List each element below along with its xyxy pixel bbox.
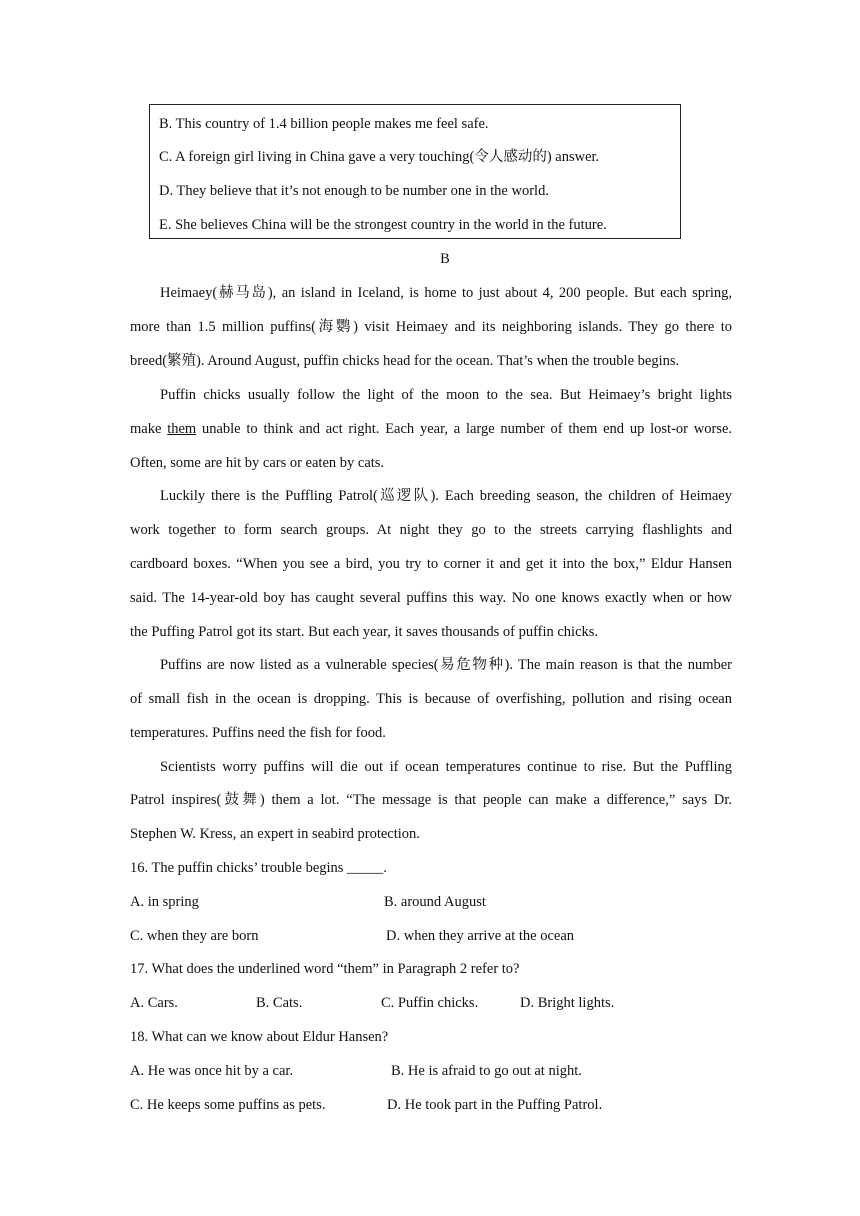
q16-option-c: C. when they are born (130, 928, 259, 944)
p5-line2: Patrol inspires(鼓舞) them a lot. “The message is that people can make a difference,” says Dr. (130, 792, 732, 808)
q16-stem: 16. The puffin chicks’ trouble begins _____. (130, 860, 387, 876)
p2-line2-before: make (130, 421, 168, 437)
p2-line2-after: unable to think and act right. Each year, a large number of them end up lost-or worse. (196, 421, 732, 437)
q17-stem: 17. What does the underlined word “them” in Paragraph 2 refer to? (130, 961, 520, 977)
p3-line2: work together to form search groups. At night they go to the streets carrying flashlights and (130, 522, 732, 538)
q16-option-d: D. when they arrive at the ocean (386, 928, 575, 944)
p3-line4: said. The 14-year-old boy has caught several puffins this way. No one knows exactly when or how (130, 590, 732, 606)
q16-option-b: B. around August (384, 894, 486, 910)
p3-line5: the Puffing Patrol got its start. But each year, it saves thousands of puffin chicks. (130, 624, 599, 640)
p2-line1: Puffin chicks usually follow the light of the moon to the sea. But Heimaey’s bright lights (160, 387, 732, 403)
underlined-word-them: them (167, 421, 197, 437)
p4-line2: of small fish in the ocean is dropping. This is because of overfishing, pollution and rising ocean (130, 691, 732, 707)
q17-option-c: C. Puffin chicks. (381, 995, 479, 1011)
option-d: D. They believe that it’s not enough to be number one in the world. (159, 183, 549, 199)
p4-line1: Puffins are now listed as a vulnerable species(易危物种). The main reason is that the number (160, 657, 732, 673)
q18-option-a: A. He was once hit by a car. (130, 1063, 294, 1079)
option-e: E. She believes China will be the strongest country in the world in the future. (159, 217, 607, 233)
p3-line3: cardboard boxes. “When you see a bird, you try to corner it and get it into the box,” Eldur Hansen (130, 556, 732, 572)
p1-line1: Heimaey(赫马岛), an island in Iceland, is home to just about 4, 200 people. But each spring, (160, 285, 732, 301)
answer-options-box (149, 104, 681, 239)
p5-line3: Stephen W. Kress, an expert in seabird protection. (130, 826, 420, 842)
p3-line1: Luckily there is the Puffling Patrol(巡逻队). Each breeding season, the children of Heimaey (160, 488, 732, 504)
q17-option-b: B. Cats. (256, 995, 303, 1011)
q17-option-a: A. Cars. (130, 995, 178, 1011)
option-c: C. A foreign girl living in China gave a very touching(令人感动的) answer. (159, 149, 600, 165)
section-letter: B (440, 251, 450, 267)
q16-option-a: A. in spring (130, 894, 199, 910)
option-b: B. This country of 1.4 billion people makes me feel safe. (159, 116, 489, 132)
p2-line3: Often, some are hit by cars or eaten by cats. (130, 455, 385, 471)
q18-stem: 18. What can we know about Eldur Hansen? (130, 1029, 389, 1045)
p2-line2 (130, 420, 732, 438)
p5-line1: Scientists worry puffins will die out if ocean temperatures continue to rise. But the Puffling (160, 759, 732, 775)
p1-line3: breed(繁殖). Around August, puffin chicks head for the ocean. That’s when the trouble begins. (130, 353, 680, 369)
p1-line2: more than 1.5 million puffins(海鹦) visit Heimaey and its neighboring islands. They go there to (130, 319, 732, 335)
q17-option-d: D. Bright lights. (520, 995, 615, 1011)
p4-line3: temperatures. Puffins need the fish for food. (130, 725, 386, 741)
q18-option-c: C. He keeps some puffins as pets. (130, 1097, 326, 1113)
q18-option-b: B. He is afraid to go out at night. (391, 1063, 582, 1079)
q18-option-d: D. He took part in the Puffing Patrol. (387, 1097, 603, 1113)
